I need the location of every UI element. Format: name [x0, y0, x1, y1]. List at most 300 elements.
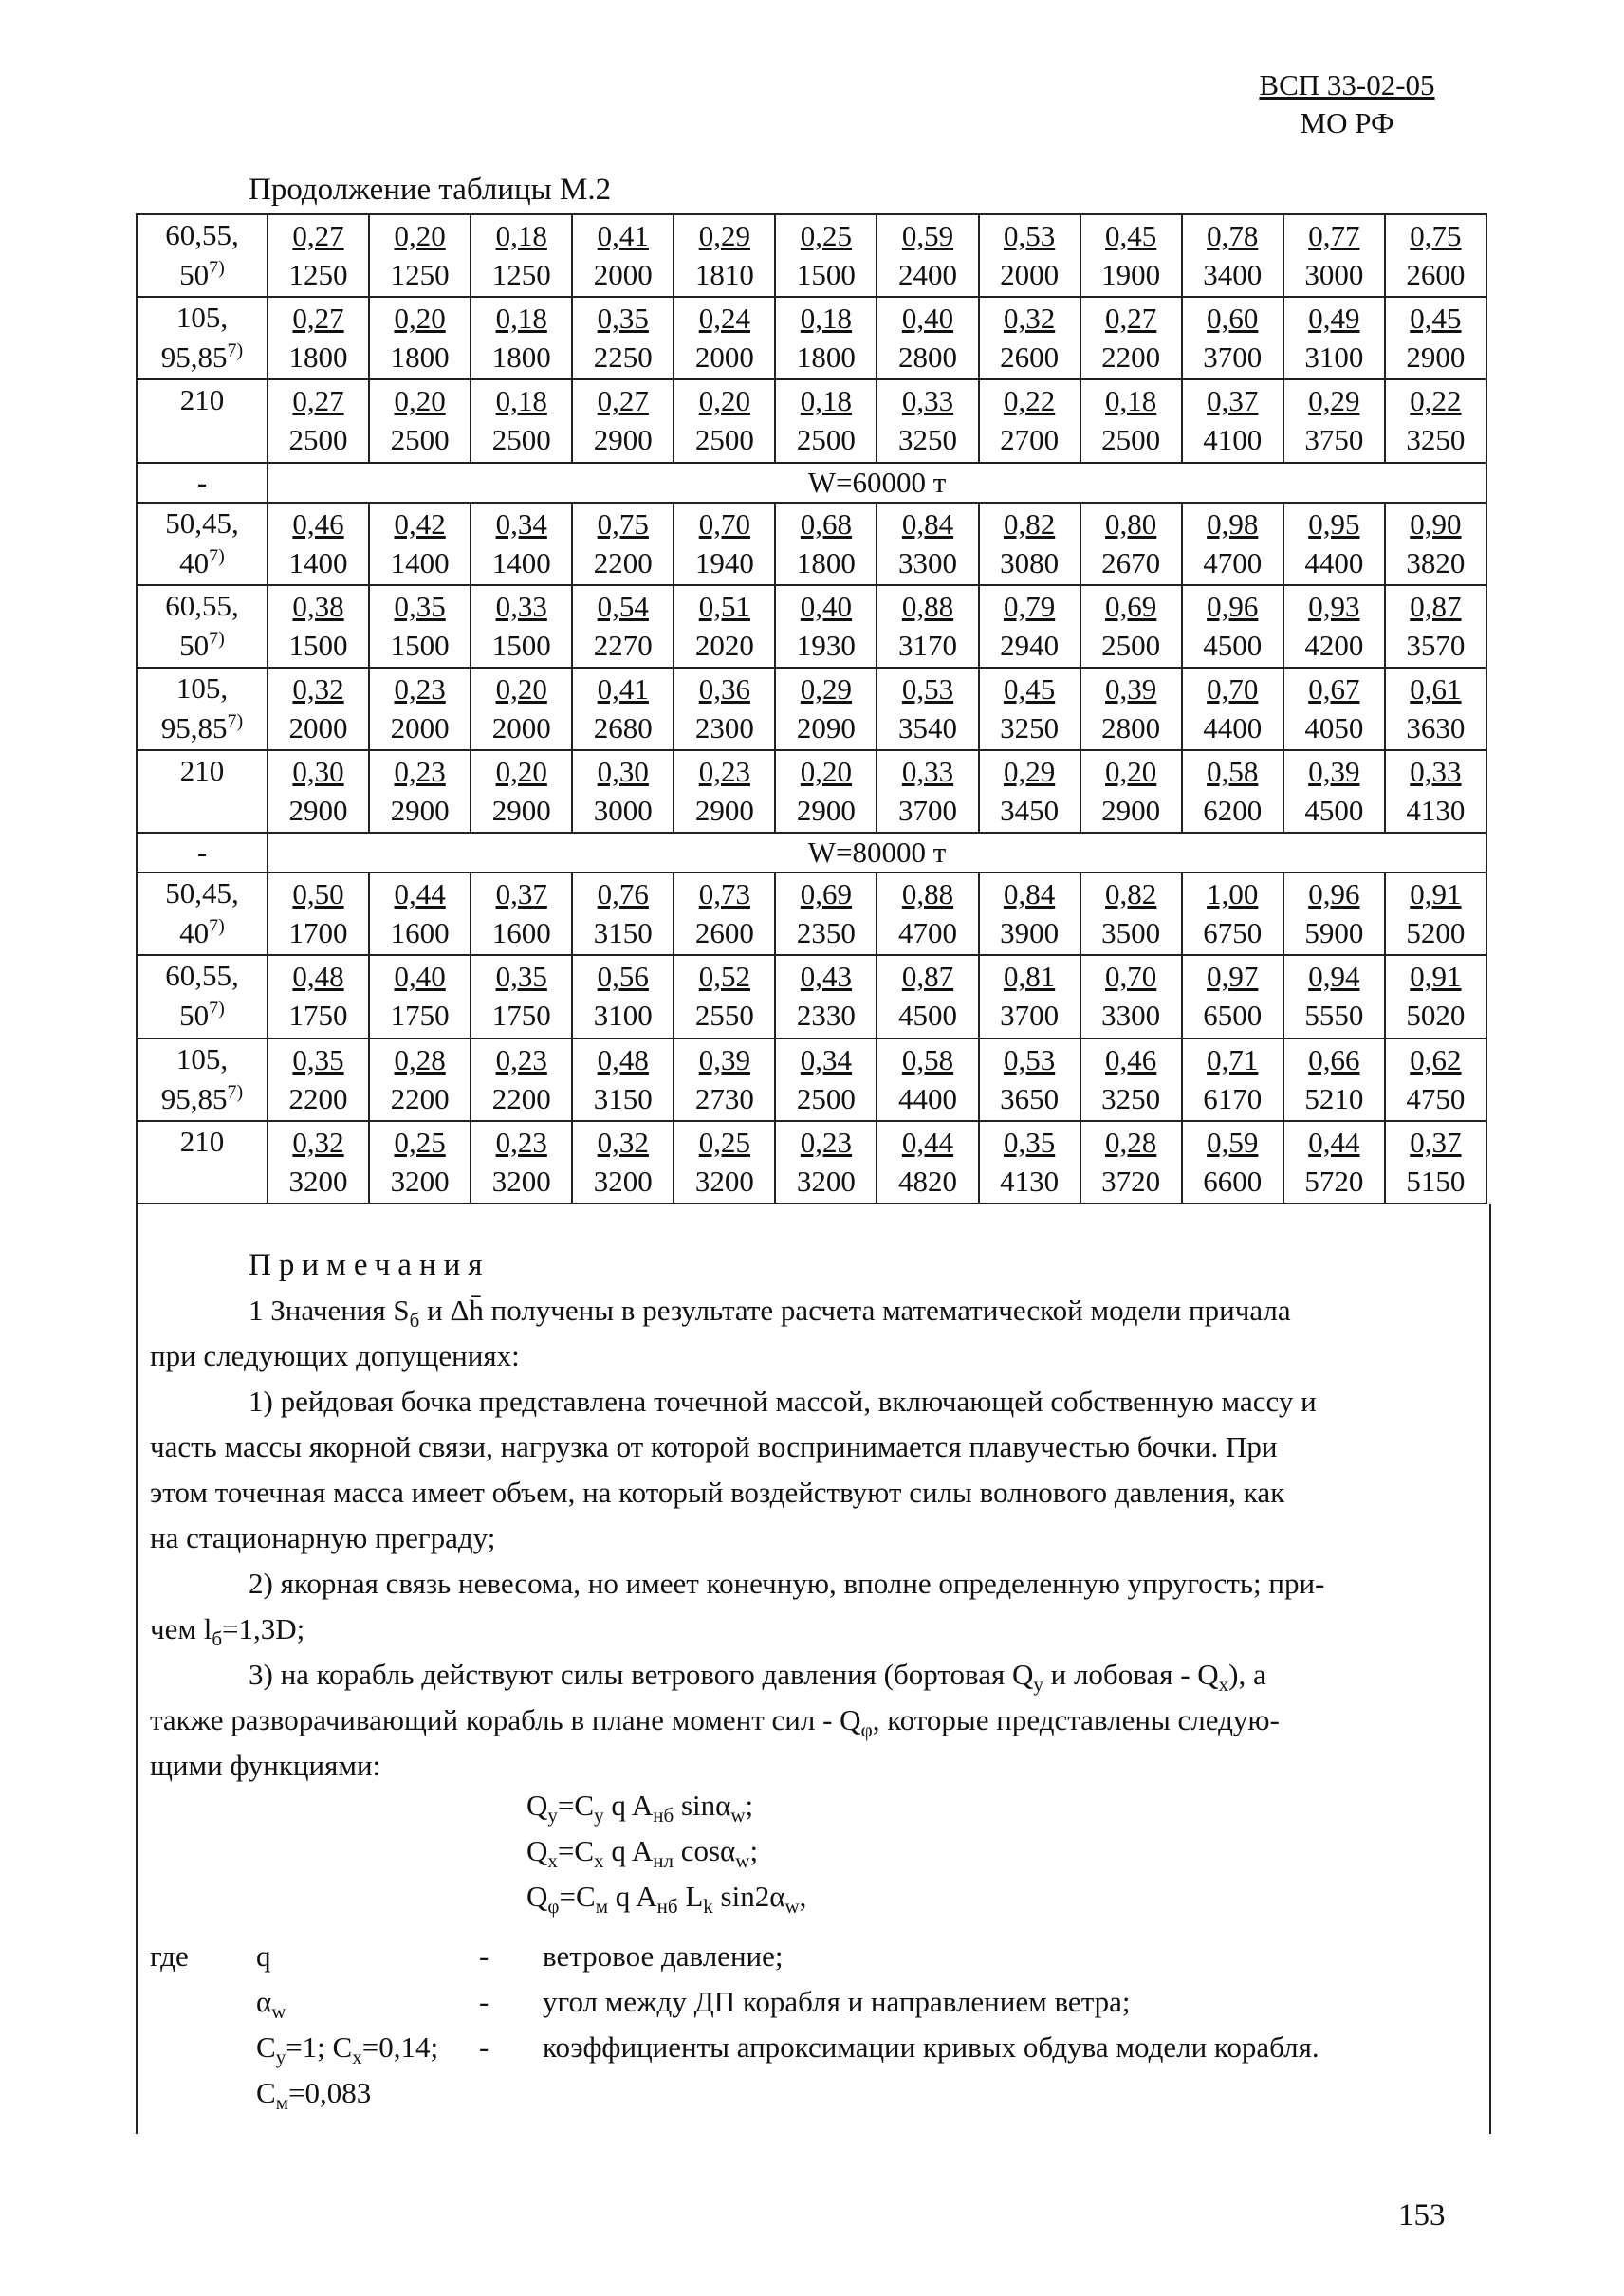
- cell-value-top: 0,50: [292, 877, 344, 911]
- cell-value-bottom: 3700: [1000, 999, 1060, 1033]
- table-cell: [1283, 1121, 1385, 1203]
- cell-value-bottom: 3200: [390, 1164, 450, 1198]
- cell-value-bottom: 1700: [288, 916, 348, 950]
- item-3-line1: 3) на корабль действуют силы ветрового давления (бортовая $Q_y$ и лобовая - $Q_x$), а: [249, 1658, 1266, 1697]
- cell-value-top: 0,28: [394, 1042, 446, 1076]
- group-header-row: [137, 833, 1486, 872]
- cell-value-top: 0,36: [698, 671, 750, 706]
- row-label: [137, 503, 268, 585]
- cell-value-bottom: 3630: [1406, 710, 1466, 744]
- cell-value-top: 0,30: [597, 755, 649, 789]
- row-label-line1: 105,: [175, 1041, 229, 1075]
- cell-value-bottom: 4700: [898, 916, 957, 950]
- cell-value-top: 0,46: [292, 506, 344, 541]
- item-1-line1: 1) рейдовая бочка представлена точечной массой, включающей собственную массу и: [249, 1385, 1317, 1418]
- cell-value-top: 0,23: [495, 1125, 547, 1159]
- table-cell: [775, 872, 877, 955]
- table-cell: [471, 872, 572, 955]
- row-label: [137, 750, 268, 833]
- cell-value-top: 0,33: [901, 755, 954, 789]
- cell-value-bottom: 4200: [1304, 628, 1364, 662]
- cell-value-bottom: 3100: [1304, 340, 1364, 375]
- cell-value-bottom: 2500: [796, 423, 856, 457]
- group-header-row: [137, 463, 1486, 503]
- cell-value-top: 0,22: [1003, 384, 1056, 418]
- cell-value-bottom: 3700: [898, 794, 957, 828]
- cell-value-top: 0,69: [1105, 589, 1157, 623]
- cell-value-top: 0,32: [292, 671, 344, 706]
- cell-value-top: 0,34: [800, 1042, 853, 1076]
- cell-value-top: 0,34: [495, 506, 547, 541]
- cell-value-top: 0,29: [698, 219, 750, 252]
- table-row: [137, 1121, 1486, 1203]
- table-cell: [572, 503, 674, 585]
- cell-value-bottom: 6750: [1203, 916, 1263, 950]
- cell-value-bottom: 4500: [1203, 628, 1263, 662]
- formula-qx: $Q_x=C_x$ q $A_{нл}$ cosα$_w$;: [526, 1834, 759, 1873]
- row-label-line1: 210: [179, 754, 225, 788]
- cell-value-top: 0,27: [292, 219, 344, 252]
- cell-value-top: 0,79: [1003, 589, 1056, 623]
- table-cell: [1080, 1038, 1182, 1121]
- where-1-dash: -: [479, 1939, 489, 1973]
- cell-value-top: 0,53: [1003, 1042, 1056, 1076]
- table-cell: [674, 750, 775, 833]
- table-cell: [471, 379, 572, 462]
- table-cell: [1385, 668, 1486, 750]
- cell-value-top: 0,70: [1105, 960, 1157, 994]
- cell-value-top: 0,48: [597, 1042, 649, 1076]
- table-cell: [572, 1121, 674, 1203]
- table-cell: [572, 585, 674, 668]
- table-cell: [369, 668, 471, 750]
- table-cell: [471, 214, 572, 297]
- cell-value-bottom: 2200: [1101, 340, 1161, 375]
- cell-value-bottom: 3820: [1406, 545, 1466, 579]
- cell-value-top: 0,70: [1207, 671, 1259, 706]
- table-cell: [268, 297, 369, 379]
- cell-value-top: 0,20: [495, 755, 547, 789]
- cell-value-bottom: 4130: [1000, 1164, 1060, 1198]
- table-cell: [1385, 872, 1486, 955]
- group-header-label: -: [137, 463, 268, 503]
- cell-value-top: 0,91: [1410, 877, 1462, 911]
- table-cell: [268, 379, 369, 462]
- table-cell: [1385, 955, 1486, 1038]
- cell-value-bottom: 3540: [898, 710, 957, 744]
- table-row: [137, 585, 1486, 668]
- table-cell: [1182, 379, 1283, 462]
- cell-value-top: 0,25: [394, 1125, 446, 1159]
- row-label-line2: 95,85$^{7)}$: [160, 1081, 244, 1115]
- cell-value-bottom: 2670: [1101, 545, 1161, 579]
- cell-value-bottom: 4400: [898, 1081, 957, 1115]
- cell-value-bottom: 2200: [491, 1081, 551, 1115]
- cell-value-bottom: 2900: [1406, 340, 1466, 375]
- note-1-line1: 1 Значения $S_б$ и Δh̄ получены в результате расчета математической модели причала: [249, 1294, 1291, 1332]
- cell-value-bottom: 4400: [1304, 545, 1364, 579]
- cell-value-bottom: 2330: [796, 999, 856, 1033]
- table-row: [137, 297, 1486, 379]
- table-cell: [1080, 585, 1182, 668]
- cell-value-top: 0,93: [1308, 589, 1360, 623]
- cell-value-top: 0,48: [292, 960, 344, 994]
- cell-value-bottom: 3080: [1000, 545, 1060, 579]
- table-cell: [1182, 872, 1283, 955]
- cell-value-bottom: 5210: [1304, 1081, 1364, 1115]
- row-label-line2: 50$^{7)}$: [179, 257, 225, 291]
- cell-value-bottom: 2000: [1000, 258, 1060, 291]
- table-cell: [775, 585, 877, 668]
- cell-value-top: 0,59: [901, 219, 954, 252]
- table-cell: [1385, 379, 1486, 462]
- row-label: [137, 1121, 268, 1203]
- table-cell: [1385, 585, 1486, 668]
- cell-value-top: 0,87: [1410, 589, 1462, 623]
- formula-qphi: $Q_\varphi=C_м$ q $A_{нб}$ $L_k$ $\sin 2\alpha_w$,: [526, 1880, 807, 1919]
- cell-value-top: 0,96: [1207, 589, 1259, 623]
- row-label-line1: 210: [179, 383, 225, 417]
- cell-value-bottom: 1810: [694, 258, 754, 291]
- cell-value-top: 0,82: [1105, 877, 1157, 911]
- cell-value-bottom: 1930: [796, 628, 856, 662]
- cell-value-bottom: 1800: [796, 340, 856, 375]
- cell-value-top: 0,18: [1105, 384, 1157, 418]
- table-cell: [877, 503, 978, 585]
- row-label-line2: 50$^{7)}$: [179, 999, 225, 1033]
- where-word: где: [150, 1939, 189, 1973]
- cell-value-bottom: 6170: [1203, 1081, 1263, 1115]
- table-cell: [572, 668, 674, 750]
- row-label: [137, 872, 268, 955]
- table-cell: [572, 872, 674, 955]
- cell-value-bottom: 1400: [491, 545, 551, 579]
- table-cell: [268, 214, 369, 297]
- cell-value-top: 0,39: [698, 1042, 750, 1076]
- cell-value-top: 0,32: [1003, 302, 1056, 336]
- where-2-symbol: $\alpha_w$: [256, 1985, 286, 2024]
- cell-value-bottom: 5020: [1406, 999, 1466, 1033]
- table-cell: [775, 503, 877, 585]
- table-cell: [1080, 297, 1182, 379]
- row-label: [137, 379, 268, 462]
- table-cell: [1182, 1038, 1283, 1121]
- table-row: [137, 872, 1486, 955]
- cell-value-bottom: 2730: [694, 1081, 754, 1115]
- table-cell: [471, 668, 572, 750]
- table-cell: [775, 955, 877, 1038]
- cell-value-top: 0,69: [800, 877, 853, 911]
- cell-value-bottom: 2270: [593, 628, 653, 662]
- row-label: [137, 214, 268, 297]
- table-cell: [471, 750, 572, 833]
- cell-value-top: 0,37: [495, 877, 547, 911]
- cell-value-bottom: 3200: [491, 1164, 551, 1198]
- row-label-line1: 60,55,: [165, 959, 239, 993]
- cell-value-bottom: 3400: [1203, 258, 1263, 291]
- cell-value-bottom: 1600: [491, 916, 551, 950]
- cell-value-top: 0,39: [1105, 671, 1157, 706]
- table-cell: [369, 1121, 471, 1203]
- cell-value-bottom: 3250: [898, 423, 957, 457]
- table-cell: [1385, 297, 1486, 379]
- cell-value-top: 0,98: [1207, 506, 1259, 541]
- cell-value-top: 0,41: [597, 671, 649, 706]
- table-cell: [674, 872, 775, 955]
- table-cell: [268, 585, 369, 668]
- table-cell: [877, 297, 978, 379]
- table-cell: [572, 214, 674, 297]
- document-code-line2: МО РФ: [1300, 106, 1394, 139]
- table-cell: [1283, 955, 1385, 1038]
- table-cell: [1385, 1038, 1486, 1121]
- cell-value-bottom: 2900: [796, 794, 856, 828]
- cell-value-bottom: 3700: [1203, 340, 1263, 375]
- table-cell: [979, 297, 1080, 379]
- cell-value-top: 0,71: [1207, 1042, 1259, 1076]
- table-caption: Продолжение таблицы М.2: [249, 173, 612, 207]
- cell-value-bottom: 5550: [1304, 999, 1364, 1033]
- table-cell: [1080, 750, 1182, 833]
- table-cell: [877, 750, 978, 833]
- table-cell: [1182, 750, 1283, 833]
- row-label-line1: 60,55,: [165, 218, 239, 251]
- cell-value-top: 0,41: [597, 219, 649, 252]
- row-label-line1: 105,: [175, 670, 229, 705]
- cell-value-bottom: 4500: [1304, 794, 1364, 828]
- where-1-symbol: q: [256, 1939, 271, 1973]
- cell-value-top: 0,37: [1207, 384, 1259, 418]
- table-cell: [1283, 214, 1385, 297]
- cell-value-bottom: 2900: [1101, 794, 1161, 828]
- cell-value-bottom: 2090: [796, 710, 856, 744]
- table-cell: [674, 955, 775, 1038]
- table-cell: [1283, 503, 1385, 585]
- cell-value-top: 0,33: [1410, 755, 1462, 789]
- cell-value-top: 0,76: [597, 877, 649, 911]
- cell-value-top: 0,40: [800, 589, 853, 623]
- cell-value-bottom: 3650: [1000, 1081, 1060, 1115]
- cell-value-top: 0,18: [495, 384, 547, 418]
- table-row: [137, 503, 1486, 585]
- table-cell: [979, 585, 1080, 668]
- table-cell: [674, 503, 775, 585]
- cell-value-bottom: 2250: [593, 340, 653, 375]
- cell-value-bottom: 3000: [1304, 258, 1364, 291]
- table-cell: [979, 1038, 1080, 1121]
- cell-value-top: 0,18: [495, 219, 547, 252]
- row-label: [137, 1038, 268, 1121]
- cell-value-bottom: 2700: [1000, 423, 1060, 457]
- cell-value-top: 0,33: [901, 384, 954, 418]
- table-cell: [572, 750, 674, 833]
- cell-value-top: 0,23: [394, 755, 446, 789]
- cell-value-bottom: 2900: [593, 423, 653, 457]
- table-cell: [1385, 1121, 1486, 1203]
- cell-value-bottom: 2800: [1101, 710, 1161, 744]
- cell-value-bottom: 1250: [491, 258, 551, 291]
- table-cell: [471, 1038, 572, 1121]
- item-1-line3: этом точечная масса имеет объем, на который воздействуют силы волнового давления, как: [150, 1476, 1285, 1509]
- cell-value-top: 0,58: [901, 1042, 954, 1076]
- where-2-dash: -: [479, 1985, 489, 2018]
- cell-value-top: 0,20: [394, 219, 446, 252]
- table-cell: [1182, 955, 1283, 1038]
- table-cell: [1080, 379, 1182, 462]
- item-2-line2: чем $l_б=1,3D$;: [150, 1612, 305, 1651]
- cell-value-bottom: 1500: [491, 628, 551, 662]
- table-cell: [572, 297, 674, 379]
- table-cell: [268, 872, 369, 955]
- cell-value-bottom: 4750: [1406, 1081, 1466, 1115]
- table-row: [137, 668, 1486, 750]
- cell-value-top: 0,18: [495, 302, 547, 336]
- table-cell: [1080, 1121, 1182, 1203]
- table-cell: [572, 955, 674, 1038]
- cell-value-top: 0,97: [1207, 960, 1259, 994]
- cell-value-bottom: 5150: [1406, 1164, 1466, 1198]
- cell-value-bottom: 1600: [390, 916, 450, 950]
- cell-value-top: 0,77: [1308, 219, 1360, 252]
- cell-value-bottom: 1900: [1101, 258, 1161, 291]
- item-2-line1: 2) якорная связь невесома, но имеет конечную, вполне определенную упругость; при-: [249, 1567, 1325, 1600]
- cell-value-bottom: 2900: [694, 794, 754, 828]
- table-cell: [1283, 297, 1385, 379]
- row-label-line2: 40$^{7)}$: [179, 545, 225, 579]
- cell-value-bottom: 2900: [390, 794, 450, 828]
- table-cell: [674, 1121, 775, 1203]
- cell-value-bottom: 2300: [694, 710, 754, 744]
- cell-value-bottom: 3300: [1101, 999, 1161, 1033]
- cell-value-top: 0,53: [901, 671, 954, 706]
- table-cell: [775, 297, 877, 379]
- table-cell: [979, 1121, 1080, 1203]
- where-3-symbol: $C_y=1$; $C_x=0,14$;: [256, 2030, 439, 2069]
- table-cell: [1182, 668, 1283, 750]
- cell-value-top: 0,27: [292, 384, 344, 418]
- table-cell: [1283, 872, 1385, 955]
- row-label-line1: 105,: [175, 301, 229, 335]
- cell-value-top: 0,88: [901, 589, 954, 623]
- table-cell: [1385, 750, 1486, 833]
- cell-value-top: 0,27: [292, 302, 344, 336]
- table-cell: [674, 1038, 775, 1121]
- row-label: [137, 297, 268, 379]
- cell-value-top: 0,70: [698, 506, 750, 541]
- cell-value-bottom: 5900: [1304, 916, 1364, 950]
- table-cell: [775, 214, 877, 297]
- note-1-line2: при следующих допущениях:: [150, 1339, 520, 1372]
- cell-value-bottom: 4400: [1203, 710, 1263, 744]
- cell-value-bottom: 1500: [390, 628, 450, 662]
- table-cell: [979, 955, 1080, 1038]
- table-cell: [1182, 297, 1283, 379]
- table-cell: [572, 1038, 674, 1121]
- cell-value-bottom: 3450: [1000, 794, 1060, 828]
- cell-value-bottom: 3300: [898, 545, 957, 579]
- cell-value-top: 0,37: [1410, 1125, 1462, 1159]
- table-row: [137, 1038, 1486, 1121]
- cell-value-top: 0,32: [292, 1125, 344, 1159]
- cell-value-top: 0,81: [1003, 960, 1056, 994]
- cell-value-bottom: 1940: [694, 545, 754, 579]
- cell-value-top: 0,33: [495, 589, 547, 623]
- cell-value-top: 0,75: [1410, 219, 1462, 252]
- cell-value-top: 0,35: [597, 302, 649, 336]
- row-label-line1: 50,45,: [165, 876, 239, 910]
- table-cell: [877, 585, 978, 668]
- cell-value-bottom: 4050: [1304, 710, 1364, 744]
- cell-value-top: 0,51: [698, 589, 750, 623]
- cell-value-bottom: 3250: [1406, 423, 1466, 457]
- item-1-line4: на стационарную преграду;: [150, 1521, 496, 1554]
- cell-value-top: 0,45: [1410, 302, 1462, 336]
- cell-value-top: 0,27: [597, 384, 649, 418]
- row-label-line2: 40$^{7)}$: [179, 915, 225, 950]
- cell-value-bottom: 1250: [288, 258, 348, 291]
- cell-value-bottom: 2600: [1406, 258, 1466, 291]
- cell-value-top: 0,60: [1207, 302, 1259, 336]
- cell-value-bottom: 3250: [1101, 1081, 1161, 1115]
- cell-value-top: 0,23: [394, 671, 446, 706]
- cell-value-top: 0,20: [1105, 755, 1157, 789]
- table-cell: [369, 1038, 471, 1121]
- cell-value-bottom: 3200: [593, 1164, 653, 1198]
- table-cell: [979, 668, 1080, 750]
- cell-value-top: 0,40: [901, 302, 954, 336]
- table-cell: [268, 503, 369, 585]
- row-label-line1: 50,45,: [165, 505, 239, 540]
- table-cell: [369, 955, 471, 1038]
- cell-value-top: 0,28: [1105, 1125, 1157, 1159]
- cell-value-top: 0,20: [394, 384, 446, 418]
- table-cell: [979, 872, 1080, 955]
- row-label: [137, 955, 268, 1038]
- cell-value-top: 0,29: [800, 671, 853, 706]
- cell-value-bottom: 3000: [593, 794, 653, 828]
- document-code: [1233, 66, 1461, 142]
- cell-value-bottom: 4820: [898, 1164, 957, 1198]
- cell-value-bottom: 2350: [796, 916, 856, 950]
- item-3-line3: щими функциями:: [150, 1749, 381, 1782]
- cell-value-top: 0,46: [1105, 1042, 1157, 1076]
- cell-value-top: 0,25: [698, 1125, 750, 1159]
- table-cell: [268, 1121, 369, 1203]
- cell-value-top: 0,38: [292, 589, 344, 623]
- cell-value-top: 0,29: [1003, 755, 1056, 789]
- cell-value-top: 0,75: [597, 506, 649, 541]
- group-header-label: -: [137, 833, 268, 872]
- table-cell: [1182, 214, 1283, 297]
- cell-value-top: 0,61: [1410, 671, 1462, 706]
- table-cell: [979, 214, 1080, 297]
- cell-value-top: 0,24: [698, 302, 750, 336]
- table-cell: [1182, 503, 1283, 585]
- cell-value-top: 0,23: [800, 1125, 853, 1159]
- cell-value-top: 0,53: [1003, 219, 1056, 252]
- cell-value-bottom: 6500: [1203, 999, 1263, 1033]
- cell-value-top: 0,20: [800, 755, 853, 789]
- cell-value-bottom: 3250: [1000, 710, 1060, 744]
- table-cell: [877, 379, 978, 462]
- row-label-line2: 50$^{7)}$: [179, 628, 225, 662]
- cell-value-bottom: 2200: [390, 1081, 450, 1115]
- table-cell: [369, 585, 471, 668]
- table-cell: [369, 750, 471, 833]
- where-4-symbol: $C_м=0,083$: [256, 2076, 372, 2115]
- table-cell: [674, 297, 775, 379]
- table-cell: [877, 1121, 978, 1203]
